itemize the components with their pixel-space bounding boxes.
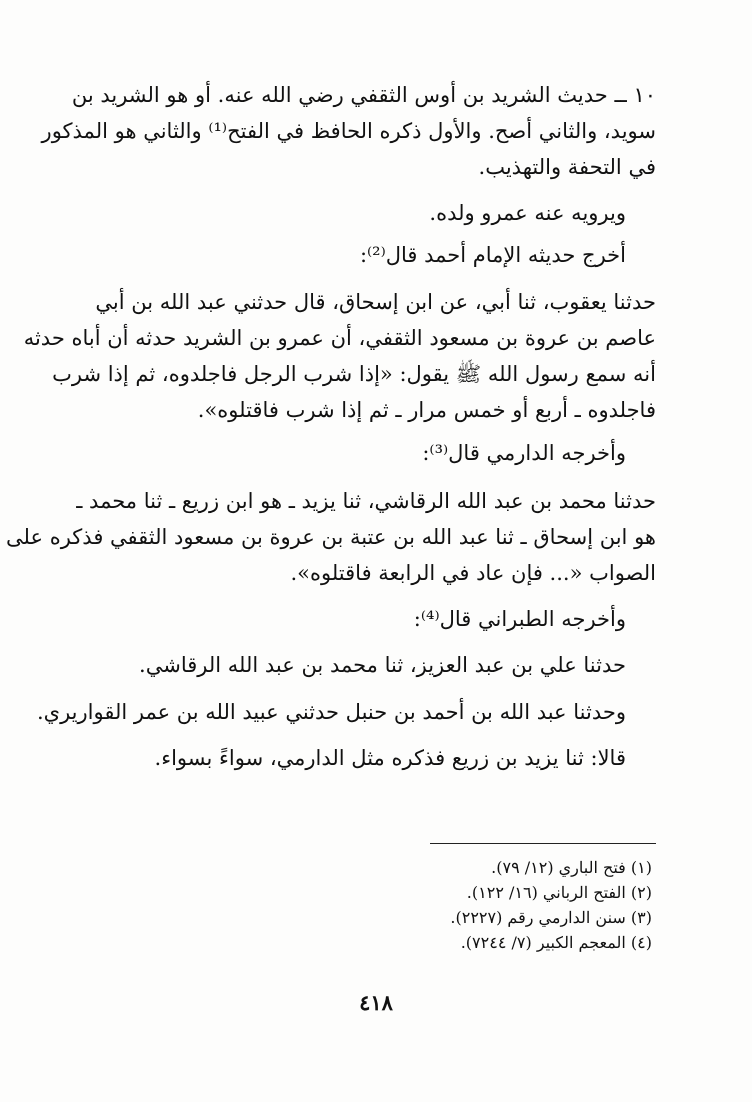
footnote-3: (٣) سنن الدارمي رقم (٢٢٢٧). — [450, 908, 652, 927]
page-number: ٤١٨ — [359, 990, 393, 1015]
paragraph-line-9: فاجلدوه ـ أربع أو خمس مرار ـ ثم إذا شرب فاقتلوه». — [197, 398, 656, 422]
paragraph-line-10: وأخرجه الدارمي قال⁽³⁾: — [422, 441, 626, 465]
footnote-separator — [430, 843, 656, 844]
paragraph-line-12: هو ابن إسحاق ـ ثنا عبد الله بن عتبة بن عروة بن مسعود الثقفي فذكره على — [6, 525, 656, 549]
footnote-2: (٢) الفتح الرباني (١٦/ ١٢٢). — [466, 883, 652, 902]
paragraph-line-2: سويد، والثاني أصح. والأول ذكره الحافظ في الفتح⁽¹⁾ والثاني هو المذكور — [41, 119, 656, 143]
paragraph-line-1: ١٠ ــ حديث الشريد بن أوس الثقفي رضي الله عنه. أو هو الشريد بن — [71, 83, 656, 107]
paragraph-line-16: وحدثنا عبد الله بن أحمد بن حنبل حدثني عبيد الله بن عمر القواريري. — [36, 700, 626, 724]
paragraph-line-14: وأخرجه الطبراني قال⁽⁴⁾: — [413, 607, 626, 631]
paragraph-line-15: حدثنا علي بن عبد العزيز، ثنا محمد بن عبد الله الرقاشي. — [139, 653, 626, 677]
paragraph-line-5: أخرج حديثه الإمام أحمد قال⁽²⁾: — [359, 243, 626, 267]
paragraph-line-8: أنه سمع رسول الله ﷺ يقول: «إذا شرب الرجل فاجلدوه، ثم إذا شرب — [52, 362, 656, 386]
footnote-1: (١) فتح الباري (١٢/ ٧٩). — [491, 858, 652, 877]
paragraph-line-11: حدثنا محمد بن عبد الله الرقاشي، ثنا يزيد ـ هو ابن زريع ـ ثنا محمد ـ — [76, 489, 656, 513]
paragraph-line-6: حدثنا يعقوب، ثنا أبي، عن ابن إسحاق، قال حدثني عبد الله بن أبي — [95, 290, 656, 314]
footnote-4: (٤) المعجم الكبير (٧/ ٧٢٤٤). — [460, 933, 652, 952]
paragraph-line-17: قالا: ثنا يزيد بن زريع فذكره مثل الدارمي، سواءً بسواء. — [154, 746, 626, 770]
paragraph-line-3: في التحفة والتهذيب. — [478, 155, 656, 179]
paragraph-line-13: الصواب «... فإن عاد في الرابعة فاقتلوه». — [290, 561, 656, 585]
paragraph-line-4: ويرويه عنه عمرو ولده. — [429, 201, 626, 225]
paragraph-line-7: عاصم بن عروة بن مسعود الثقفي، أن عمرو بن الشريد حدثه أن أباه حدثه — [23, 326, 656, 350]
